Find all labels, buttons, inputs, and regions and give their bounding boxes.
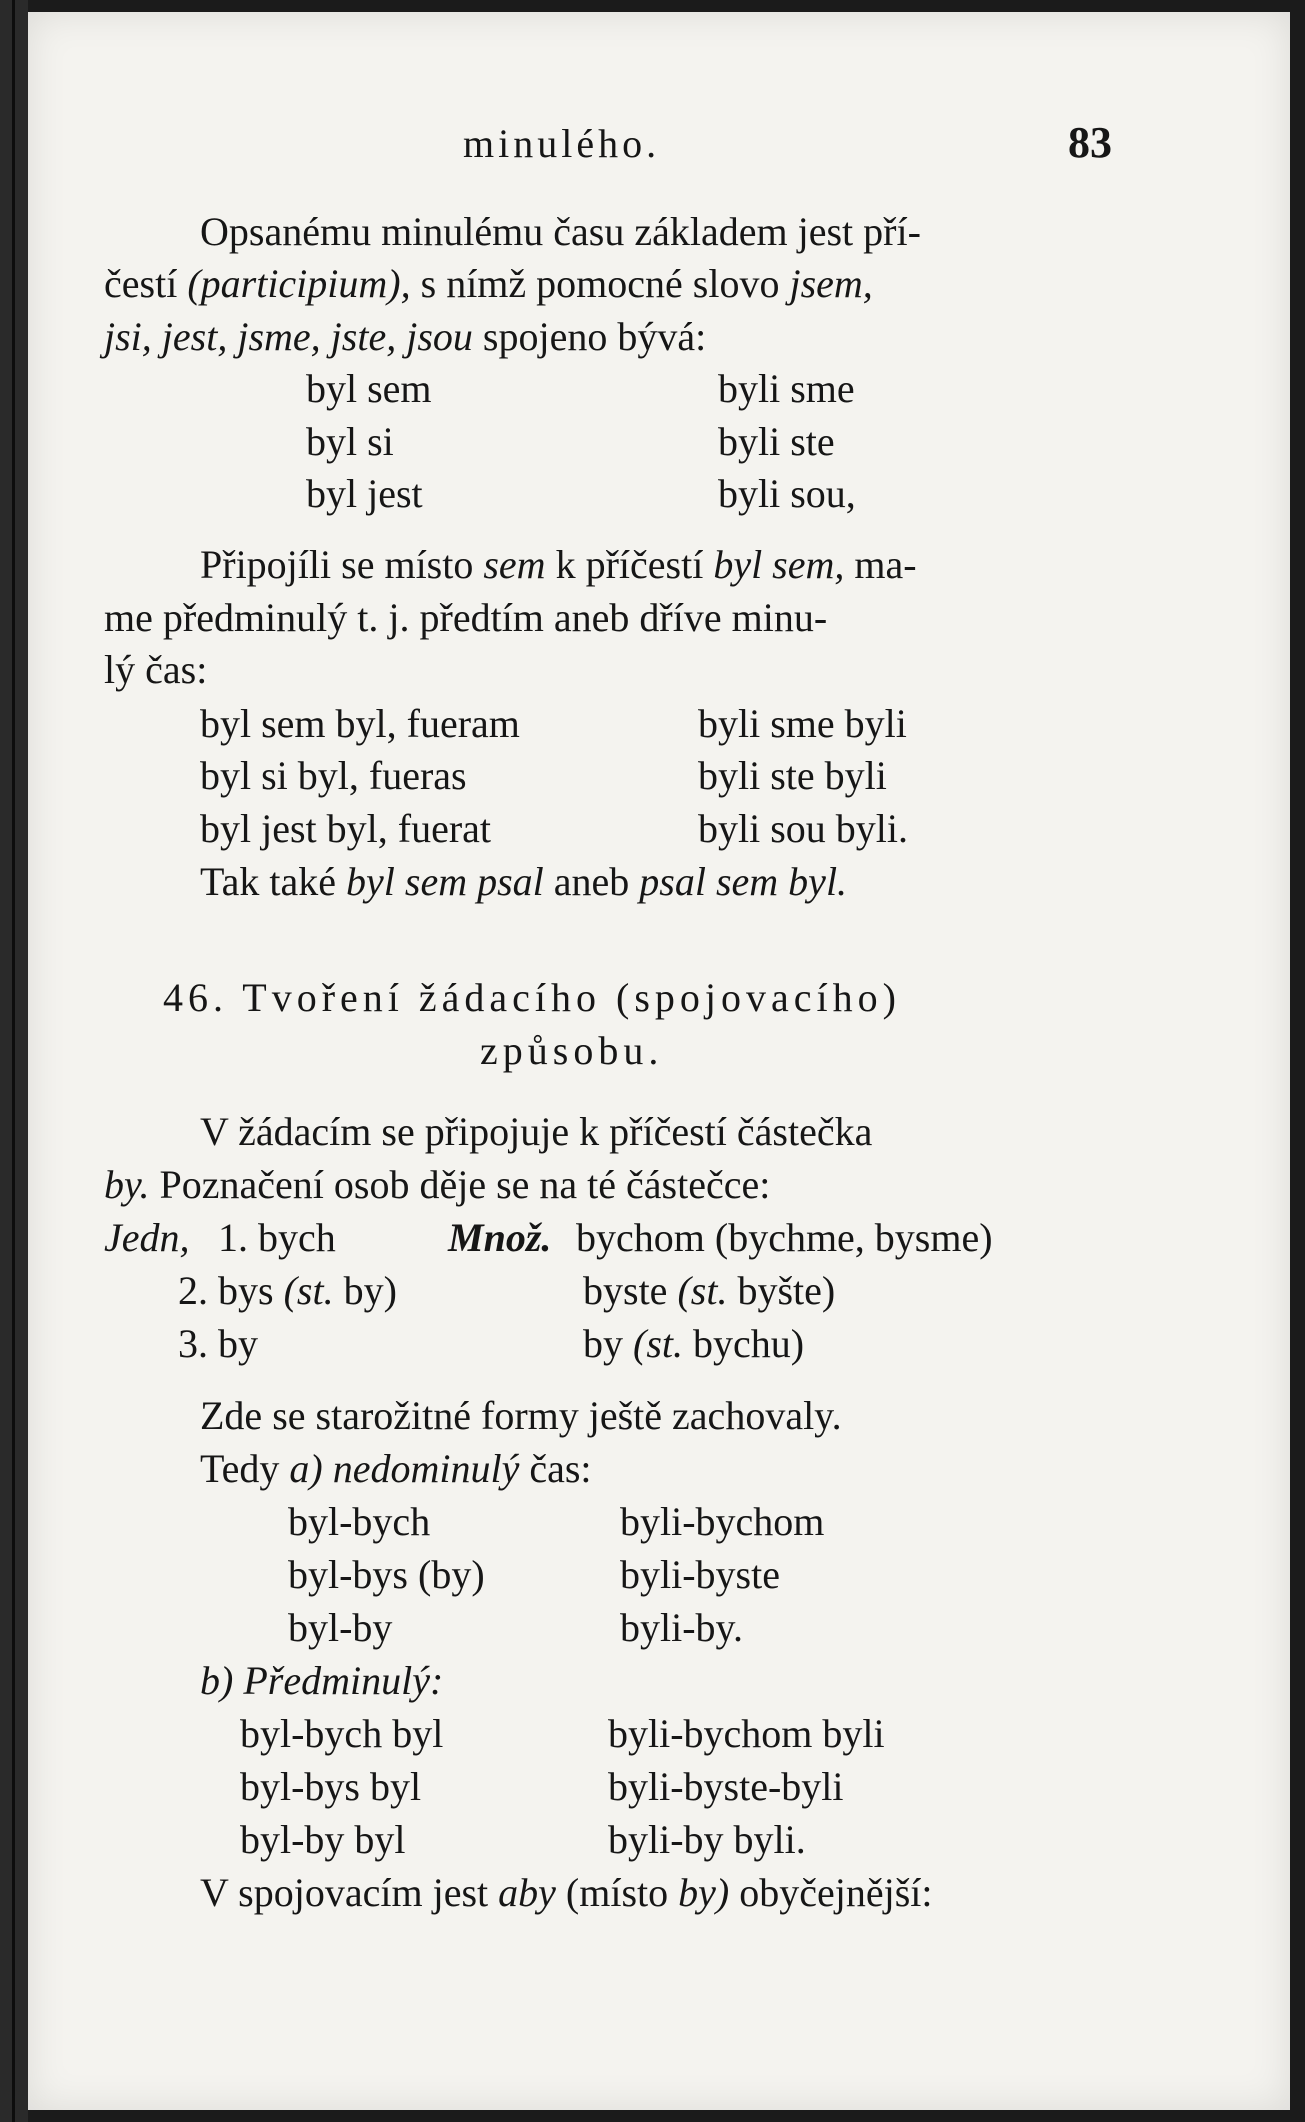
past-left-1: byl sem xyxy=(306,366,432,411)
predm-left-2: byl-bys byl xyxy=(240,1764,422,1809)
nedo-right-3: byli-by. xyxy=(620,1605,743,1650)
cond-intro-line-2: by. Poznačení osob děje se na té částečce: xyxy=(104,1162,771,1207)
cond-intro-line-1: V žádacím se připojuje k příčestí částečka xyxy=(200,1109,873,1154)
intro-line-3: jsi, jest, jsme, jste, jsou spojeno bývá: xyxy=(104,314,707,359)
plup-left-2: byl si byl, fueras xyxy=(200,753,467,798)
plup-intro-line-3: lý čas: xyxy=(104,647,208,692)
last-line: V spojovacím jest aby (místo by) obyčejnější: xyxy=(200,1870,933,1915)
past-right-3: byli sou, xyxy=(718,471,856,516)
running-title: minulého. xyxy=(463,121,661,166)
ancient-forms-line: Zde se starožitné formy ještě zachovaly. xyxy=(200,1393,842,1438)
past-right-1: byli sme xyxy=(718,366,855,411)
nedo-right-1: byli-bychom xyxy=(620,1499,825,1544)
tedy-line: Tedy a) nedominulý čas: xyxy=(200,1446,592,1491)
section-heading-line-2: způsobu. xyxy=(480,1028,664,1073)
section-heading-line-1: 46. Tvoření žádacího (spojovacího) xyxy=(163,975,901,1020)
past-left-3: byl jest xyxy=(306,471,423,516)
scan-bleed-line xyxy=(12,0,15,2122)
predm-right-3: byli-by byli. xyxy=(608,1817,806,1862)
plup-left-1: byl sem byl, fueram xyxy=(200,701,520,746)
nedo-left-3: byl-by xyxy=(288,1605,393,1650)
plural-label: Množ. xyxy=(448,1215,552,1260)
plup-intro-line-2: me předminulý t. j. předtím aneb dříve minu- xyxy=(104,595,828,640)
nedo-left-1: byl-bych xyxy=(288,1499,431,1544)
book-page xyxy=(28,12,1290,2110)
person-1-sg: 1. bych xyxy=(218,1215,336,1260)
person-3-pl: by (st. bychu) xyxy=(583,1321,805,1366)
plup-intro-line-1: Připojíli se místo sem k příčestí byl sem, ma- xyxy=(200,542,917,587)
nedo-right-2: byli-byste xyxy=(620,1552,780,1597)
predm-right-2: byli-byste-byli xyxy=(608,1764,844,1809)
intro-line-1: Opsanému minulému času základem jest pří- xyxy=(200,209,921,254)
intro-line-2: čestí (participium), s nímž pomocné slovo jsem, xyxy=(104,261,873,306)
predm-left-1: byl-bych byl xyxy=(240,1711,444,1756)
person-1-pl: bychom (bychme, bysme) xyxy=(576,1215,993,1260)
also-line: Tak také byl sem psal aneb psal sem byl. xyxy=(200,859,848,904)
nedo-left-2: byl-bys (by) xyxy=(288,1552,485,1597)
plup-left-3: byl jest byl, fuerat xyxy=(200,806,492,851)
predm-left-3: byl-by byl xyxy=(240,1817,406,1862)
person-2-sg: 2. bys (st. by) xyxy=(178,1268,397,1313)
plup-right-1: byli sme byli xyxy=(698,701,907,746)
past-left-2: byl si xyxy=(306,419,394,464)
person-2-pl: byste (st. byšte) xyxy=(583,1268,836,1313)
plup-right-2: byli ste byli xyxy=(698,753,887,798)
page-number: 83 xyxy=(1068,118,1112,167)
b-label: b) Předminulý: xyxy=(200,1658,444,1703)
past-right-2: byli ste xyxy=(718,419,835,464)
predm-right-1: byli-bychom byli xyxy=(608,1711,885,1756)
plup-right-3: byli sou byli. xyxy=(698,806,909,851)
person-3-sg: 3. by xyxy=(178,1321,258,1366)
singular-label: Jedn, xyxy=(104,1215,190,1260)
